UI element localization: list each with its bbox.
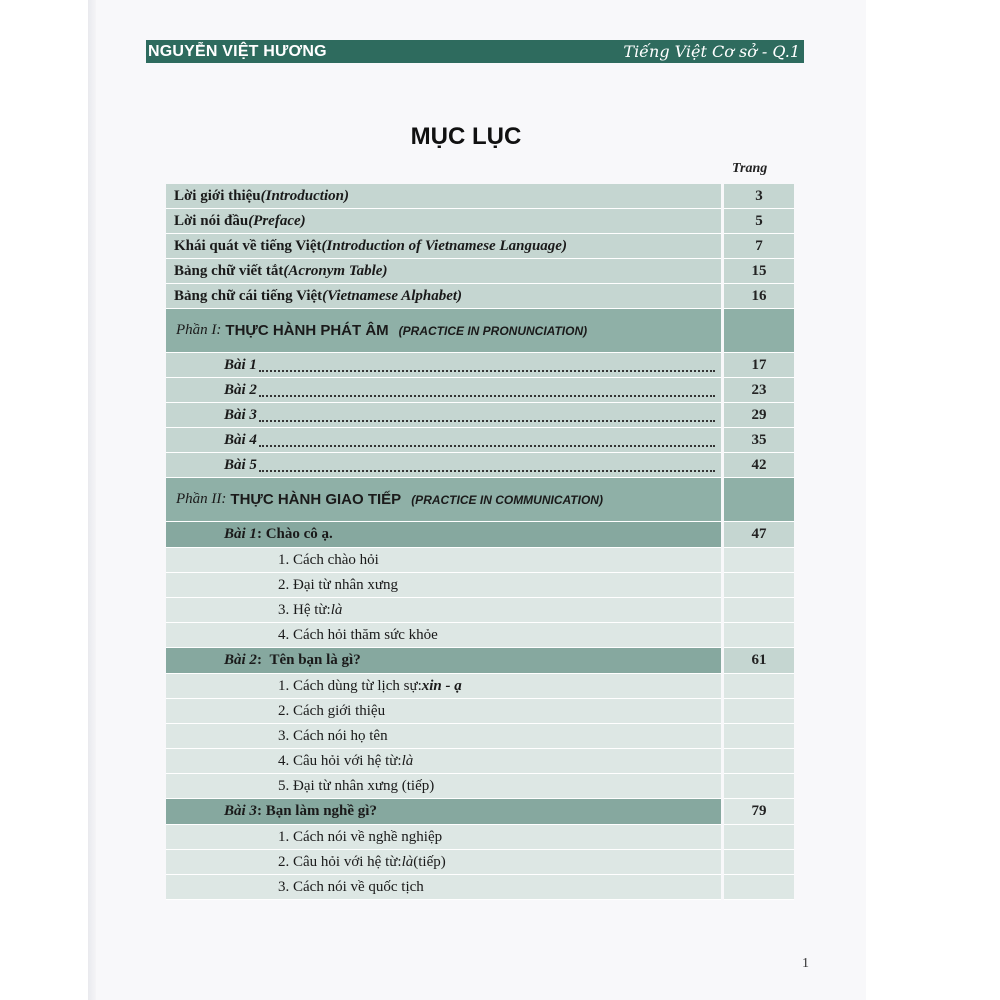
toc-page: 35 (724, 428, 794, 453)
toc-row-alphabet: Bảng chữ cái tiếng Việt (Vietnamese Alphabet) 16 (166, 284, 796, 309)
toc-section-part-2: Phần II: THỰC HÀNH GIAO TIẾP (PRACTICE IN COMMUNICATION) (166, 478, 796, 522)
toc-row-subtopic: 2. Đại từ nhân xưng (166, 573, 796, 598)
table-of-contents (166, 184, 796, 900)
toc-page: 29 (724, 403, 794, 428)
toc-page: 15 (724, 259, 794, 284)
toc-row-subtopic: 1. Cách nói về nghề nghiệp (166, 825, 796, 850)
toc-row-subtopic: 3. Hệ từ: là (166, 598, 796, 623)
toc-row-overview: Khái quát về tiếng Việt (Introduction of Vietnamese Language) 7 (166, 234, 796, 259)
toc-row-lesson: Bài 1 17 (166, 353, 796, 378)
toc-section-part-1: Phần I: THỰC HÀNH PHÁT ÂM (PRACTICE IN PRONUNCIATION) (166, 309, 796, 353)
toc-page: 17 (724, 353, 794, 378)
toc-row-lesson-heading: Bài 2 : Tên bạn là gì? 61 (166, 648, 796, 674)
toc-page: 79 (724, 799, 794, 825)
page-number: 1 (802, 956, 809, 971)
page-column-label: Trang (732, 161, 768, 176)
toc-page: 3 (724, 184, 794, 209)
toc-row-subtopic: 1. Cách dùng từ lịch sự: xin - ạ (166, 674, 796, 699)
toc-row-lesson: Bài 4 35 (166, 428, 796, 453)
toc-row-subtopic: 3. Cách nói họ tên (166, 724, 796, 749)
toc-page: 16 (724, 284, 794, 309)
book-page (96, 0, 866, 1000)
leader-dots (259, 408, 715, 422)
toc-row-acronyms: Bảng chữ viết tắt (Acronym Table) 15 (166, 259, 796, 284)
toc-page: 61 (724, 648, 794, 674)
page-title: MỤC LỤC (410, 123, 522, 150)
toc-page: 47 (724, 522, 794, 548)
leader-dots (259, 458, 715, 472)
toc-row-lesson-heading: Bài 3 : Bạn làm nghề gì? 79 (166, 799, 796, 825)
leader-dots (259, 358, 715, 372)
toc-row-lesson: Bài 5 42 (166, 453, 796, 478)
toc-row-subtopic: 2. Câu hỏi với hệ từ: là (tiếp) (166, 850, 796, 875)
toc-page: 5 (724, 209, 794, 234)
running-header (146, 40, 804, 63)
header-author: NGUYỄN VIỆT HƯƠNG (148, 42, 327, 60)
toc-row-lesson: Bài 3 29 (166, 403, 796, 428)
toc-page: 23 (724, 378, 794, 403)
toc-page: 42 (724, 453, 794, 478)
toc-row-subtopic: 1. Cách chào hỏi (166, 548, 796, 573)
toc-row-introduction: Lời giới thiệu (Introduction) 3 (166, 184, 796, 209)
toc-row-lesson-heading: Bài 1 : Chào cô ạ. 47 (166, 522, 796, 548)
toc-row-preface: Lời nói đầu (Preface) 5 (166, 209, 796, 234)
header-book-title: Tiếng Việt Cơ sở - Q.1 (623, 42, 800, 61)
toc-row-subtopic: 2. Cách giới thiệu (166, 699, 796, 724)
toc-row-subtopic: 4. Câu hỏi với hệ từ: là (166, 749, 796, 774)
leader-dots (259, 433, 715, 447)
toc-row-subtopic: 5. Đại từ nhân xưng (tiếp) (166, 774, 796, 799)
toc-page: 7 (724, 234, 794, 259)
leader-dots (259, 383, 715, 397)
toc-row-lesson: Bài 2 23 (166, 378, 796, 403)
toc-row-subtopic: 3. Cách nói về quốc tịch (166, 875, 796, 900)
toc-row-subtopic: 4. Cách hỏi thăm sức khỏe (166, 623, 796, 648)
